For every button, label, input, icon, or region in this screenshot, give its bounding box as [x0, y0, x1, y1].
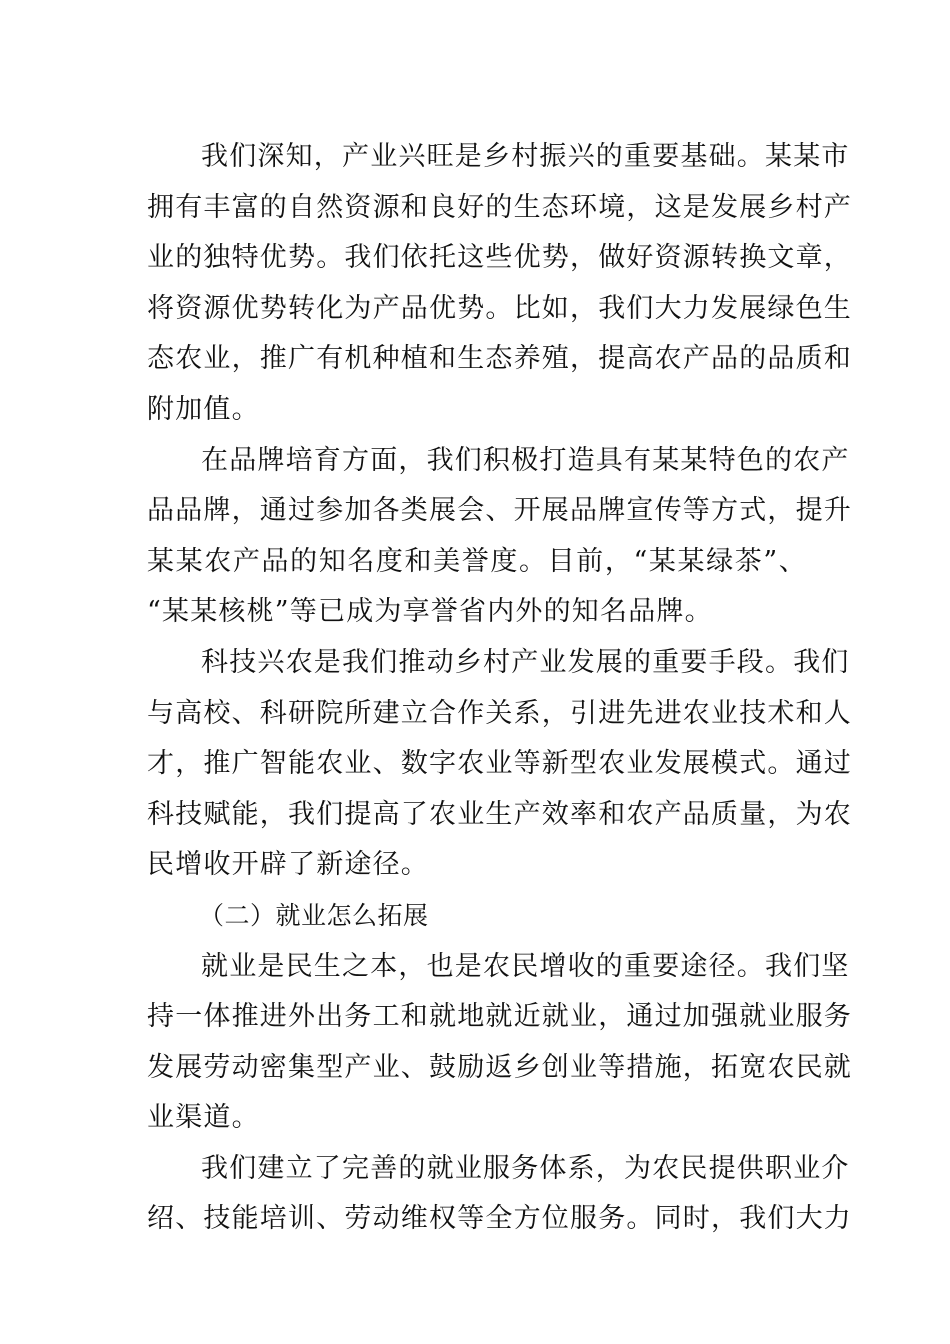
- paragraph-industry-foundation: [147, 132, 852, 436]
- paragraph-employment-services: [147, 1144, 852, 1245]
- text-line: 才，推广智能农业、数字农业等新型农业发展模式。通过: [147, 748, 852, 780]
- text-line: 发展劳动密集型产业、鼓励返乡创业等措施，拓宽农民就: [147, 1051, 852, 1083]
- text-line: 拥有丰富的自然资源和良好的生态环境，这是发展乡村产: [147, 191, 852, 223]
- text-line: 某某农产品的知名度和美誉度。目前，“某某绿茶”、: [147, 545, 807, 577]
- text-line: 业渠道。: [147, 1102, 260, 1134]
- text-line: 品品牌，通过参加各类展会、开展品牌宣传等方式，提升: [147, 495, 852, 527]
- text-line: 科技兴农是我们推动乡村产业发展的重要手段。我们: [201, 646, 850, 678]
- paragraph-technology-agriculture: [147, 638, 852, 891]
- section-heading: （二）就业怎么拓展: [199, 900, 429, 930]
- text-line: 绍、技能培训、劳动维权等全方位服务。同时，我们大力: [147, 1203, 852, 1235]
- text-line: 我们深知，产业兴旺是乡村振兴的重要基础。某某市: [201, 141, 850, 172]
- document-body: [147, 132, 852, 1245]
- text-line: 将资源优势转化为产品优势。比如，我们大力发展绿色生: [147, 292, 852, 324]
- text-line: 与高校、科研院所建立合作关系，引进先进农业技术和人: [147, 697, 852, 729]
- text-line: 态农业，推广有机种植和生态养殖，提高农产品的品质和: [147, 343, 852, 375]
- text-line: 在品牌培育方面，我们积极打造具有某某特色的农产: [201, 444, 850, 476]
- text-line: 附加值。: [147, 393, 260, 425]
- text-line: “某某核桃”等已成为享誉省内外的知名品牌。: [147, 596, 713, 628]
- text-line: 我们建立了完善的就业服务体系，为农民提供职业介: [201, 1152, 850, 1184]
- text-line: 科技赋能，我们提高了农业生产效率和农产品质量，为农: [147, 798, 852, 830]
- text-line: 就业是民生之本，也是农民增收的重要途径。我们坚: [201, 950, 850, 982]
- paragraph-brand-cultivation: [147, 436, 852, 638]
- text-line: 持一体推进外出务工和就地就近就业，通过加强就业服务: [147, 1001, 852, 1033]
- text-line: 业的独特优势。我们依托这些优势，做好资源转换文章，: [147, 242, 852, 274]
- paragraph-employment: [147, 942, 852, 1144]
- text-line: 民增收开辟了新途径。: [147, 849, 429, 881]
